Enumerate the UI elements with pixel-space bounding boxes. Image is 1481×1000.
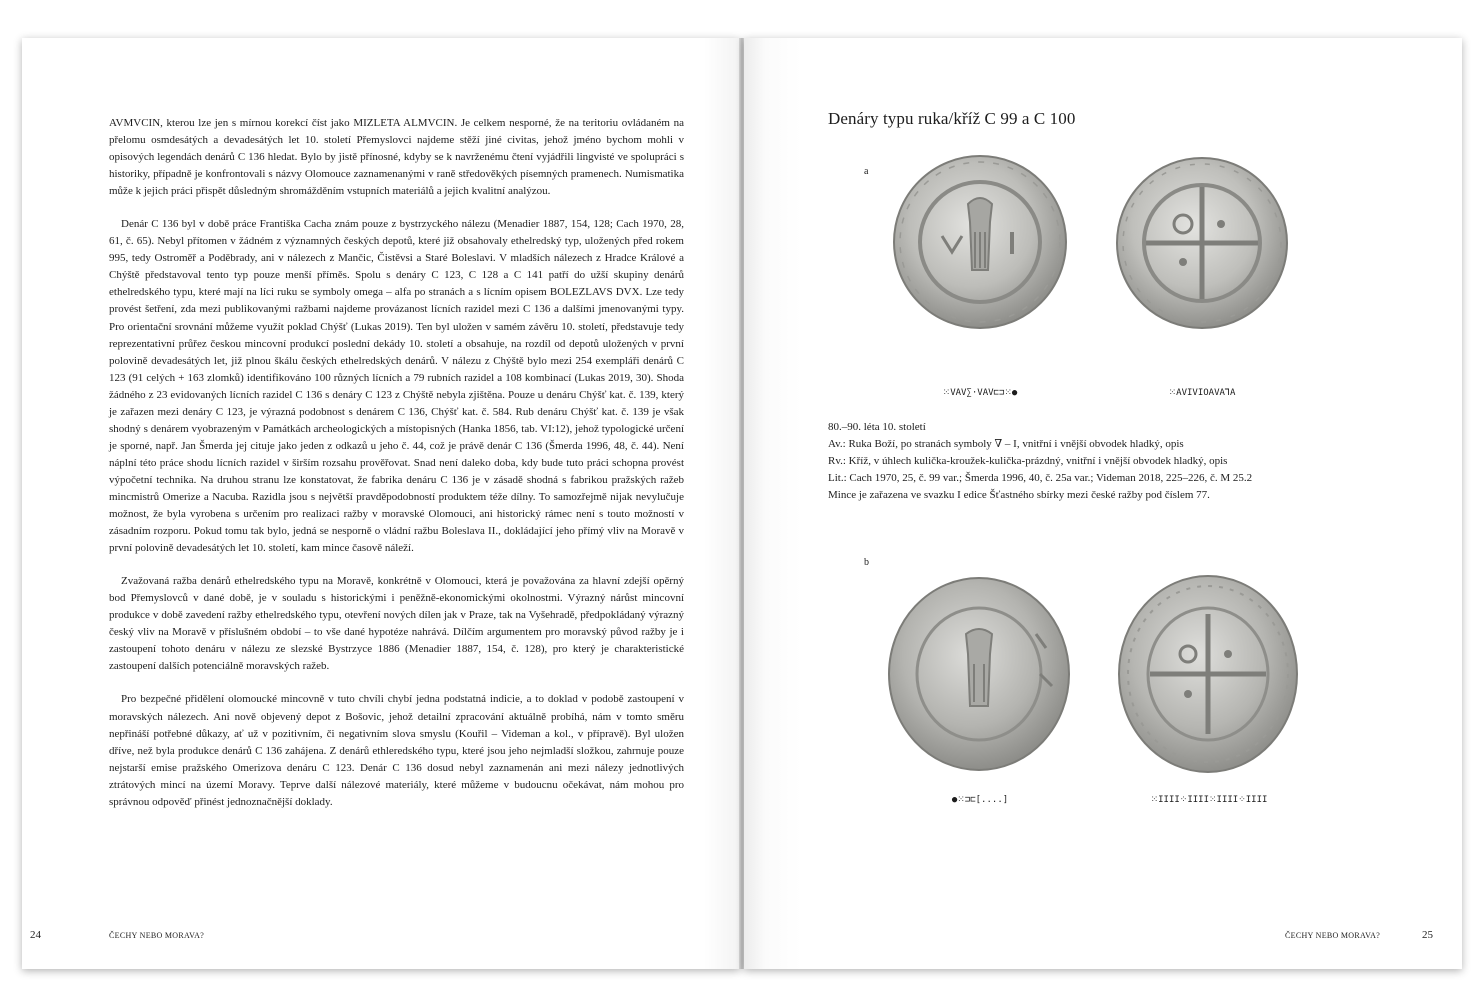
left-body-text [109,115,684,827]
coin-b-reverse-legend: ⁙IIII⁘IIII⁙IIII⁘IIII [1150,795,1268,805]
caption-obverse: Av.: Ruka Boží, po stranách symboly ∇ – I, vnitřní i vnější obvodek hladký, opis [828,438,1184,451]
section-heading: Denáry typu ruka/kříž C 99 a C 100 [828,109,1076,128]
right-page [744,38,1462,969]
running-head-left: ČECHY NEBO MORAVA? [109,931,205,940]
coin-a-obverse-legend: ⁙VAV∑·VAV⊏⊐⁙● [942,388,1018,398]
left-page [22,38,740,969]
page-number-right: 25 [1422,929,1433,941]
coin-b-obverse-legend: ●⁙⊐⊏[....] [951,795,1009,805]
figure-b-label: b [864,557,869,568]
paragraph-1: AVMVCIN, kterou lze jen s mírnou korekcí číst jako MIZLETA ALMVCIN. Je celkem nesporné, že na teritoriu ovládaném na přelomu osmdesátých a devadesátých let 10. století Přemyslovci najdeme stěží jiné civitas, jehož jméno bychom mohli v opisových legendách denárů C 136 hledat. Bylo by jistě přínosné, kdyby se k navrženému čtení vyjádřili lingvisté ve spolupráci s historiky, případně je konfrontovali s názvy Olomouce zaznamenanými v raně středověkých písemných pramenech. Numismatika může k jejich práci přispět důsledným shromážděním vstupních materiálů a jejich kvalitní analýzou. [109,117,684,198]
coin-b-obverse-image [886,574,1072,774]
paragraph-2: Denár C 136 byl v době práce Františka Cacha znám pouze z bystrzyckého nálezu (Menadier 1887, 154, 128; Cach 1970, 28, 61, č. 65). Nebyl přítomen v žádném z významných českých depotů, které již obsahovaly ethelredský typ, uložených před rokem 995, tedy Ostroměř a Poděbrady, ani v nálezech z Mančic, Čistěvsi a Staré Boleslavi. V mladších nálezech z Hradce Králové a Chýště představoval tento typ pouze menší příměs. Spolu s denáry C 123, C 128 a C 141 patří do užší skupiny denárů ethelredského typu, které mají na líci ruku se symboly omega – alfa po stranách a s lícním opisem BOLEZLAVS DVX. Lze tedy provést šetření, zda mezi publikovanými ražbami najdeme provázanost lícních razidel mezi C 136 a dalšími jmenovanými typy. Pro orientační srovnání můžeme využít poklad Chýšť (Lukas 2019). Ten byl uložen v samém závěru 10. století, představuje tedy reprezentativní průřez českou mincovní produkcí poslední dekády 10. století a obsahuje, na rozdíl od depotů uložených v první polovině devadesátých let, již plnou škálu českých ethelredských denárů. V nálezu z Chýště bylo mezi 254 exempláři denárů C 123 (91 celých + 163 zlomků) identifikováno 100 různých lícních a 79 rubních razidel a 108 kombinací (Lukas 2019, 30). Shoda žádného z 23 evidovaných lícních razidel C 136 s denáry C 123 z Chýště nebyla zjištěna. Pouze u denáru Chýšť kat. č. 139, který je zařazen mezi denáry C 123, je výrazná podobnost s denárem C 136, Chýšť kat. č. 584. Rub denáru Chýšť kat. č. 139 je však shodný s denárem vyobrazeným v Památkách archeologických a místopisných (Hanka 1856, tab. VI:12), jehož typologické určení je sporné, např. Jan Šmerda jej cituje jako jeden z odkazů u jeho č. 44, což je právě denár C 136 (Šmerda 1996, 48, č. 44). Není náplní této práce shodu lícních razidel v širším rozsahu prověřovat. Snad není daleko doba, kdy bude tuto práci schopna provést výpočetní technika. Na druhou stranu lze konstatovat, že fabrika denáru C 136 je v zásadě shodná s fabrikou pražských ražeb mincmistrů Omerize a Nacuba. Razidla jsou s největší pravděpodobností produktem téže dílny. To samozřejmě nijak nevylučuje možnost, že byla vyrobena s určením pro realizaci ražby v moravské Olomouci, ani historický rámec není s touto možností v zásadním rozporu. Pokud tomu tak bylo, jedná se nesporně o vládní ražbu Boleslava II., dokládající jeho přímý vliv na Moravě v první polovině devadesátých let 10. století, kam mince časově náleží. [109,218,684,555]
coin-b-reverse-image [1116,572,1300,776]
caption-date: 80.–90. léta 10. století [828,421,926,433]
page-number-left: 24 [30,929,41,941]
figure-a-label: a [864,166,869,177]
caption-reverse: Rv.: Kříž, v úhlech kulička-kroužek-kulička-prázdný, vnitřní i vnější obvodek hladký, opis [828,455,1228,468]
figure-caption [828,419,1388,504]
running-head-right: ČECHY NEBO MORAVA? [1285,931,1381,940]
coin-a-obverse-image [890,152,1070,332]
caption-literature: Lit.: Cach 1970, 25, č. 99 var.; Šmerda 1996, 40, č. 25a var.; Videman 2018, 225–226, č. M 25.2 [828,472,1253,485]
coin-a-reverse-image [1113,154,1291,332]
paragraph-3: Zvažovaná ražba denárů ethelredského typu na Moravě, konkrétně v Olomouci, která je považována za hlavní zdejší opěrný bod Přemyslovců v dané době, je v souladu s historickými i peněžně-ekonomickými okolnostmi. Výrazný nárůst mincovní produkce v době zavedení ražby ethelredského typu, otevření nových dílen jak v Praze, tak na Vyšehradě, předpokládaný výrazný český vliv na Moravě v příslušném období – to vše dané hypotéze nahrává. Dílčím argumentem pro moravský původ ražby je i zastoupení tohoto denáru v nálezu ze slezské Bystrzyce 1886 (Menadier 1887, 154, č. 128), pro který je charakteristické zastoupení dalších potenciálně moravských ražeb. [109,575,684,673]
caption-note: Mince je zařazena ve svazku I edice Šťastného sbírky mezi české ražby pod číslem 77. [828,489,1210,502]
paragraph-4: Pro bezpečné přidělení olomoucké mincovně v tuto chvíli chybí jedna podstatná indicie, a to doklad v podobě zastoupení v moravských nálezech. Ani nově objevený depot z Bošovic, jehož detailní zpracování aktuálně probíhá, nám v tomto směru nepřináší potřebné důkazy, ať už v pozitivním, či negativním slova smyslu (Kouřil – Videman a kol., v přípravě). Byl uložen dříve, než byla produkce denárů C 136 zahájena. Z denárů ethleredského typu, které jsou jeho nejmladší složkou, zahrnuje pouze nejstarší emise pražského Omerizova denáru C 123. Denár C 136 dosud nebyl zaznamenán ani mezi nálezy jednotlivých ztrátových mincí na území Moravy. Teprve další nálezové materiály, které můžeme v budoucnu očekávat, nám mohou pro správnou odpověď přinést jednoznačnější doklady. [109,693,684,808]
coin-a-reverse-legend: ⁙AVIVIOAVA⅂A [1168,388,1236,398]
